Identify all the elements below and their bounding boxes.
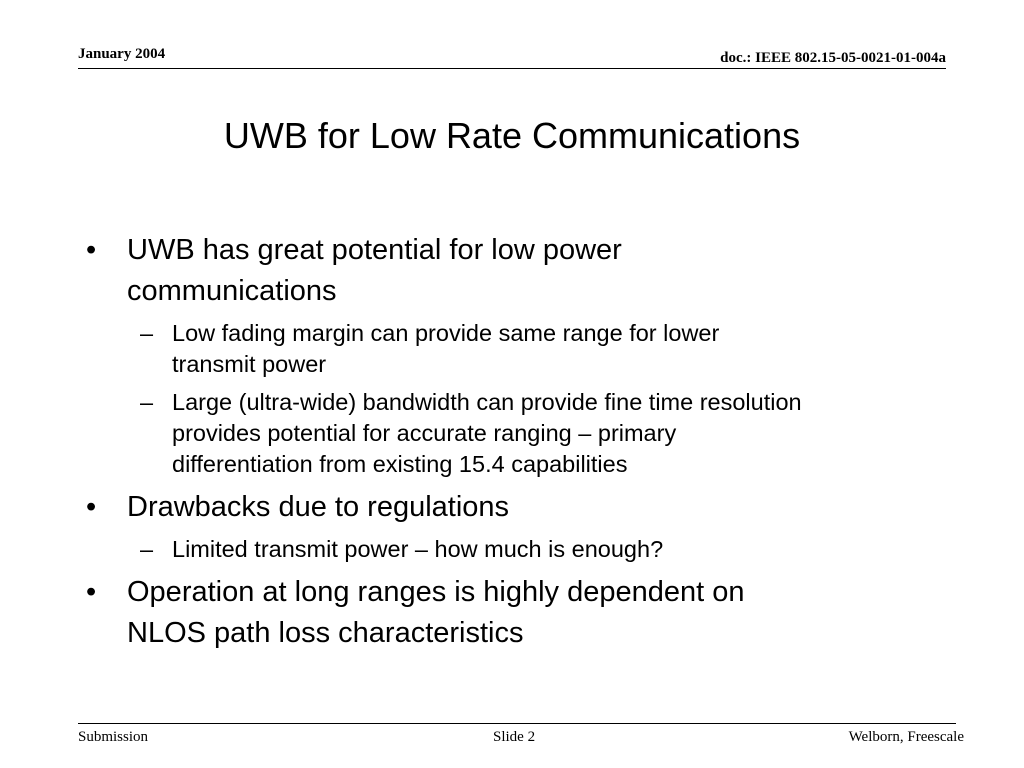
bullet-2 xyxy=(80,487,960,528)
slide-body xyxy=(80,230,960,660)
footer-rule xyxy=(78,723,956,724)
sub-bullet-1-1 xyxy=(80,318,960,380)
bullet-1-line-2: communications xyxy=(127,275,337,307)
dash-marker: – xyxy=(140,320,154,346)
sub-bullet-1-1-line-2: transmit power xyxy=(172,351,327,377)
dash-marker: – xyxy=(140,536,154,562)
bullet-marker: • xyxy=(86,234,97,266)
header-date: January 2004 xyxy=(78,46,166,62)
bullet-3 xyxy=(80,572,960,654)
bullet-marker: • xyxy=(86,491,97,523)
sub-bullet-2-1-line-1: Limited transmit power – how much is enough? xyxy=(172,536,664,562)
footer-slide-number: Slide 2 xyxy=(493,729,536,745)
bullet-3-line-2: NLOS path loss characteristics xyxy=(127,617,524,649)
sub-bullet-1-1-line-1: Low fading margin can provide same range for lower xyxy=(172,320,720,346)
bullet-marker: • xyxy=(86,576,97,608)
bullet-1 xyxy=(80,230,960,312)
sub-bullet-1-2-line-3: differentiation from existing 15.4 capabilities xyxy=(172,451,628,477)
header-rule xyxy=(78,68,946,69)
dash-marker: – xyxy=(140,389,154,415)
footer-author: Welborn, Freescale xyxy=(848,729,964,745)
bullet-3-line-1: Operation at long ranges is highly dependent on xyxy=(127,576,745,608)
slide-title: UWB for Low Rate Communications xyxy=(223,115,801,156)
sub-bullet-1-2 xyxy=(80,387,960,480)
sub-bullet-1-2-line-1: Large (ultra-wide) bandwidth can provide fine time resolution xyxy=(172,389,802,415)
sub-bullet-1-2-line-2: provides potential for accurate ranging – primary xyxy=(172,420,677,446)
footer-submission: Submission xyxy=(78,729,149,745)
header-doc-id: doc.: IEEE 802.15-05-0021-01-004a xyxy=(720,50,946,66)
bullet-1-line-1: UWB has great potential for low power xyxy=(127,234,622,266)
sub-bullet-2-1 xyxy=(80,534,960,565)
bullet-2-line-1: Drawbacks due to regulations xyxy=(127,491,510,523)
